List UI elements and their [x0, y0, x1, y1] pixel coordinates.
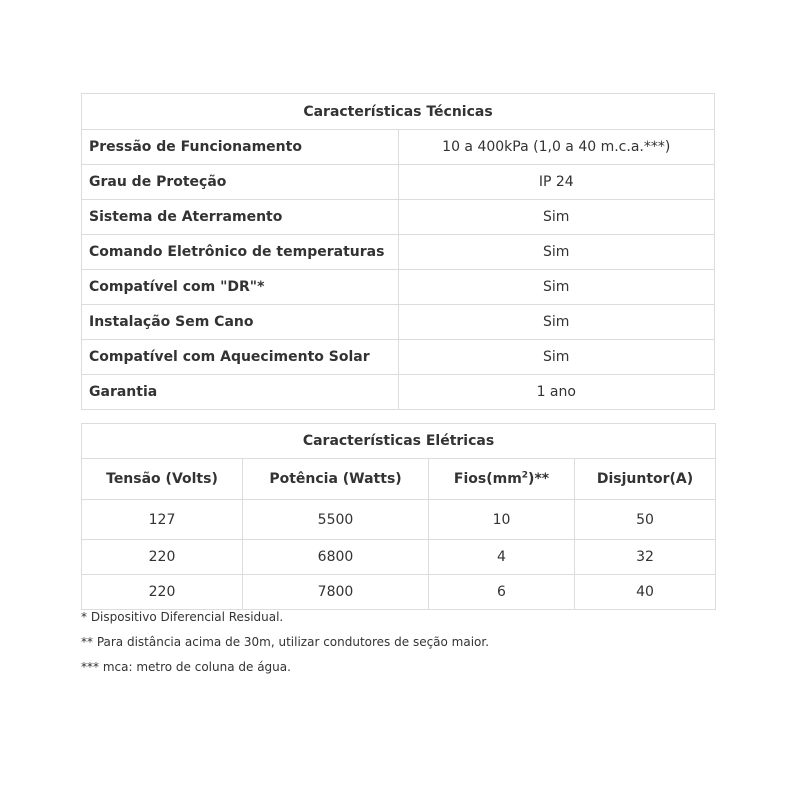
spec-label: Instalação Sem Cano	[82, 305, 399, 340]
power-cell: 6800	[243, 540, 429, 575]
spec-value: 1 ano	[398, 375, 715, 410]
spec-label: Garantia	[82, 375, 399, 410]
electrical-specs-title: Características Elétricas	[82, 424, 716, 459]
power-cell: 5500	[243, 500, 429, 540]
electrical-specs-header-row	[82, 459, 716, 500]
spec-value: Sim	[398, 235, 715, 270]
table-row	[82, 235, 715, 270]
footnotes	[81, 604, 489, 679]
spec-label: Compatível com Aquecimento Solar	[82, 340, 399, 375]
voltage-cell: 220	[82, 575, 243, 610]
spec-value: Sim	[398, 270, 715, 305]
spec-label: Comando Eletrônico de temperaturas	[82, 235, 399, 270]
breaker-header: Disjuntor(A)	[575, 459, 716, 500]
technical-specs-title-row	[82, 94, 715, 130]
spec-label: Grau de Proteção	[82, 165, 399, 200]
table-row	[82, 500, 716, 540]
spec-value: Sim	[398, 200, 715, 235]
spec-value: IP 24	[398, 165, 715, 200]
wires-header-superscript: 2	[521, 470, 529, 481]
table-row	[82, 130, 715, 165]
footnote: *** mca: metro de coluna de água.	[81, 659, 291, 674]
table-row	[82, 305, 715, 340]
spec-value: 10 a 400kPa (1,0 a 40 m.c.a.***)	[398, 130, 715, 165]
power-cell: 7800	[243, 575, 429, 610]
voltage-header: Tensão (Volts)	[82, 459, 243, 500]
breaker-cell: 40	[575, 575, 716, 610]
table-row	[82, 540, 716, 575]
footnote: ** Para distância acima de 30m, utilizar condutores de seção maior.	[81, 634, 490, 649]
table-row	[82, 340, 715, 375]
wires-header-suffix: )**	[528, 471, 550, 487]
footnote: * Dispositivo Diferencial Residual.	[81, 609, 284, 624]
table-row	[82, 200, 715, 235]
wires-cell: 6	[429, 575, 575, 610]
voltage-cell: 220	[82, 540, 243, 575]
spec-value: Sim	[398, 305, 715, 340]
wires-header	[429, 459, 575, 500]
spec-label: Pressão de Funcionamento	[82, 130, 399, 165]
wires-header-prefix: Fios(mm	[453, 471, 522, 487]
wires-cell: 10	[429, 500, 575, 540]
wires-cell: 4	[429, 540, 575, 575]
electrical-specs-title-row	[82, 424, 716, 459]
technical-specs-title: Características Técnicas	[82, 94, 715, 130]
spec-label: Compatível com "DR"*	[82, 270, 399, 305]
spec-label: Sistema de Aterramento	[82, 200, 399, 235]
voltage-cell: 127	[82, 500, 243, 540]
breaker-cell: 32	[575, 540, 716, 575]
table-row	[82, 270, 715, 305]
table-row	[82, 375, 715, 410]
breaker-cell: 50	[575, 500, 716, 540]
power-header: Potência (Watts)	[243, 459, 429, 500]
technical-specs-table	[81, 93, 715, 410]
electrical-specs-table	[81, 423, 716, 610]
table-row	[82, 165, 715, 200]
spec-value: Sim	[398, 340, 715, 375]
